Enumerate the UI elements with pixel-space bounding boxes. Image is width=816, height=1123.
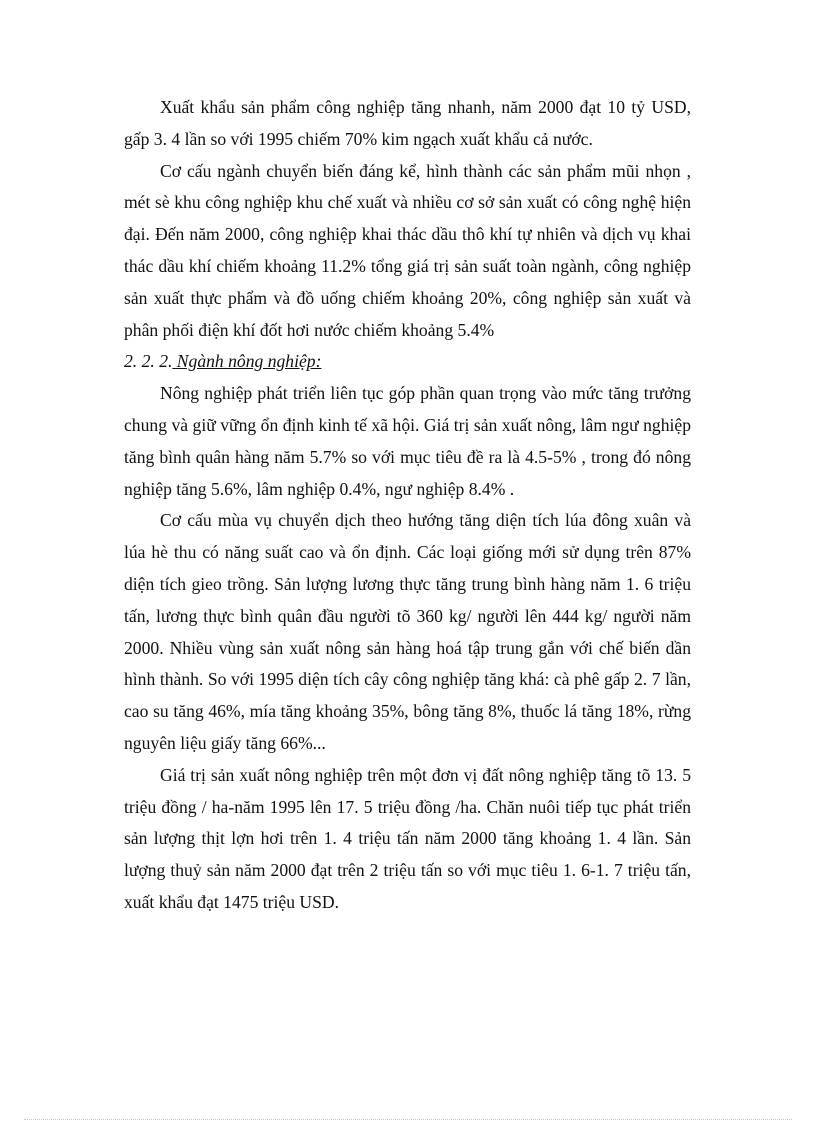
section-heading-number: 2. 2. 2. [124,351,173,372]
paragraph-industrial-exports: Xuất khẩu sản phẩm công nghiệp tăng nhanh, năm 2000 đạt 10 tỷ USD, gấp 3. 4 lần so với 1995 chiếm 70% kim ngạch xuất khẩu cả nước. [124,97,691,149]
section-heading-title: Ngành nông nghiệp: [172,351,322,372]
paragraph-industry-structure: Cơ cấu ngành chuyển biến đáng kể, hình thành các sản phẩm mũi nhọn , mét sè khu công nghiệp khu chế xuất và nhiều cơ sở sản xuất có công nghệ hiện đại. Đến năm 2000, công nghiệp khai thác dầu thô khí tự nhiên và dịch vụ khai thác dầu khí chiếm khoảng 11.2% tổng giá trị sản suất toàn ngành, công nghiệp sản xuất thực phẩm và đồ uống chiếm khoảng 20%, công nghiệp sản xuất và phân phối điện khí đốt hơi nước chiếm khoảng 5.4% [124,160,691,340]
paragraph-crop-structure: Cơ cấu mùa vụ chuyển dịch theo hướng tăng diện tích lúa đông xuân và lúa hè thu có năng suất cao và ổn định. Các loại giống mới sử dụng trên 87% diện tích gieo trồng. Sản lượng lương thực tăng trung bình hàng năm 1. 6 triệu tấn, lương thực bình quân đầu người tõ 360 kg/ người lên 444 kg/ người năm 2000. Nhiều vùng sản xuất nông sản hàng hoá tập trung gắn với chế biến dần hình thành. So với 1995 diện tích cây công nghiệp tăng khá: cà phê gấp 2. 7 lần, cao su tăng 46%, mía tăng khoảng 35%, bông tăng 8%, thuốc lá tăng 18%, rừng nguyên liệu giấy tăng 66%... [124,510,691,753]
document-body [124,92,691,919]
page-bottom-divider [24,1119,792,1120]
paragraph-production-value: Giá trị sản xuất nông nghiệp trên một đơn vị đất nông nghiệp tăng tõ 13. 5 triệu đồng / ha-năm 1995 lên 17. 5 triệu đồng /ha. Chăn nuôi tiếp tục phát triển sản lượng thịt lợn hơi trên 1. 4 triệu tấn năm 2000 tăng khoảng 1. 4 lần. Sản lượng thuỷ sản năm 2000 đạt trên 2 triệu tấn so với mục tiêu 1. 6-1. 7 triệu tấn, xuất khẩu đạt 1475 triệu USD. [124,764,691,912]
paragraph-agriculture-growth: Nông nghiệp phát triển liên tục góp phần quan trọng vào mức tăng trưởng chung và giữ vững ổn định kinh tế xã hội. Giá trị sản xuất nông, lâm ngư nghiệp tăng bình quân hàng năm 5.7% so với mục tiêu đề ra là 4.5-5% , trong đó nông nghiệp tăng 5.6%, lâm nghiệp 0.4%, ngư nghiệp 8.4% . [124,383,691,499]
section-heading-agriculture [124,346,691,378]
